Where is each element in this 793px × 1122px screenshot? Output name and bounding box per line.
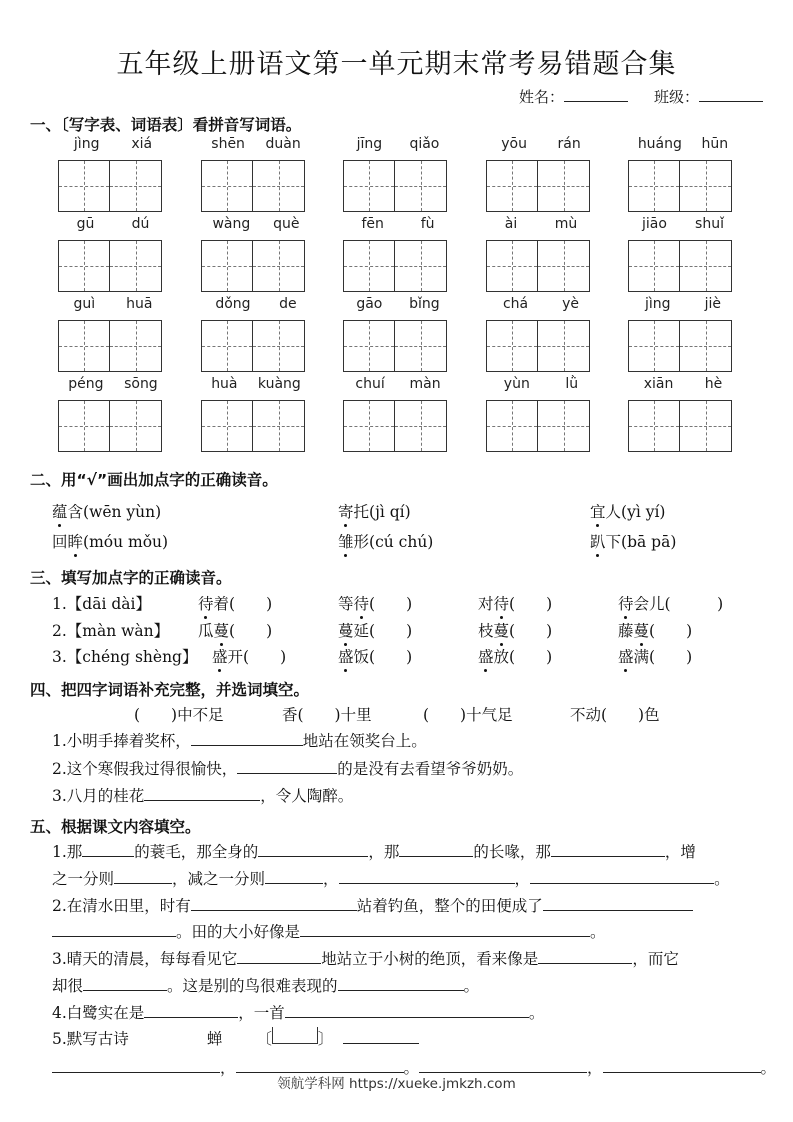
fill-blank[interactable] — [530, 867, 714, 884]
tianzige-box[interactable] — [395, 160, 447, 212]
section-1-heading: 一、〔写字表、词语表〕看拼音写词语。 — [30, 116, 302, 134]
tianzige-box[interactable] — [110, 160, 162, 212]
pinyin-label: jīng qiǎo — [356, 136, 440, 152]
tianzige-box[interactable] — [253, 320, 305, 372]
idiom-option[interactable]: 不动( )色 — [570, 706, 660, 724]
tianzige-box[interactable] — [58, 400, 110, 452]
pinyin-option-label: 1.【dāi dài】 — [52, 595, 151, 613]
s5-line-6: 却很 。这是别的鸟很难表现的 。 — [52, 974, 479, 996]
tianzige-box[interactable] — [538, 160, 590, 212]
dotted-char: 盛 — [212, 645, 228, 667]
dotted-char: 雏 — [338, 530, 354, 552]
pinyin-group — [58, 376, 168, 456]
tianzige-box[interactable] — [486, 160, 538, 212]
tianzige-box[interactable] — [628, 240, 680, 292]
tianzige-box[interactable] — [538, 240, 590, 292]
dotted-char: 待 — [198, 592, 214, 614]
pinyin-label: guì huā — [73, 296, 153, 312]
s4-line-2: 2.这个寒假我过得很愉快， 的是没有去看望爷爷奶奶。 — [52, 757, 523, 779]
tianzige-box[interactable] — [343, 240, 395, 292]
fill-reading-item[interactable]: 盛开( ) — [212, 645, 286, 667]
pinyin-label: jìng xiá — [73, 136, 153, 152]
pinyin-label: yùn lǜ — [503, 376, 579, 392]
fill-blank[interactable] — [237, 947, 321, 964]
pinyin-label: fēn fù — [361, 216, 435, 232]
s4-line-1: 1.小明手捧着奖杯， 地站在领奖台上。 — [52, 729, 427, 751]
fill-blank[interactable] — [543, 894, 693, 911]
fill-blank[interactable] — [144, 784, 260, 801]
fill-blank[interactable] — [300, 920, 590, 937]
pinyin-group — [201, 136, 311, 216]
tianzige-box[interactable] — [680, 240, 732, 292]
tianzige-box[interactable] — [628, 160, 680, 212]
student-info — [519, 86, 763, 107]
dotted-char: 盛 — [618, 645, 634, 667]
fill-blank[interactable] — [338, 974, 464, 991]
dynasty-blank[interactable] — [272, 1027, 318, 1044]
page-title: 五年级上册语文第一单元期末常考易错题合集 — [116, 49, 677, 80]
name-blank[interactable] — [564, 87, 628, 102]
tianzige-box[interactable] — [395, 320, 447, 372]
poem-title: 蝉 — [206, 1030, 223, 1048]
section-3-heading: 三、填写加点字的正确读音。 — [30, 569, 232, 587]
idiom-option[interactable]: ( )十气足 — [423, 706, 513, 724]
dotted-char: 蔓 — [634, 619, 650, 641]
pinyin-label: péng sōng — [68, 376, 158, 392]
tianzige-box[interactable] — [253, 400, 305, 452]
tianzige-box[interactable] — [110, 400, 162, 452]
fill-blank[interactable] — [191, 729, 303, 746]
dotted-char: 盛 — [338, 645, 354, 667]
s5-line-5: 3.晴天的清晨，每每看见它 地站立于小树的绝顶，看来像是 ，而它 — [52, 947, 679, 969]
tianzige-box[interactable] — [628, 400, 680, 452]
pinyin-group — [343, 296, 453, 376]
reading-choice-item[interactable]: 雏形(cú chú) — [338, 530, 433, 552]
fill-blank[interactable] — [265, 867, 323, 884]
section-5-heading: 五、根据课文内容填空。 — [30, 818, 201, 836]
tianzige-box[interactable] — [395, 400, 447, 452]
dotted-char: 待 — [618, 592, 634, 614]
pinyin-label: huáng hūn — [637, 136, 729, 152]
reading-choice-item[interactable]: 趴下(bā pā) — [590, 530, 676, 552]
pinyin-group — [486, 296, 596, 376]
dotted-char: 蕴 — [52, 500, 68, 522]
s4-line-3: 3.八月的桂花 ，令人陶醉。 — [52, 784, 353, 806]
fill-reading-item[interactable]: 瓜蔓( ) — [198, 619, 272, 641]
fill-blank[interactable] — [399, 840, 473, 857]
s5-line-9: ， 。 ， 。 — [52, 1056, 776, 1078]
pinyin-label: jiāo shuǐ — [642, 216, 724, 232]
tianzige-box[interactable] — [253, 160, 305, 212]
pinyin-group — [343, 216, 453, 296]
fill-reading-item[interactable]: 蔓延( ) — [338, 619, 412, 641]
idiom-option[interactable]: ( )中不足 — [134, 706, 224, 724]
fill-reading-item[interactable]: 藤蔓( ) — [618, 619, 692, 641]
fill-blank[interactable] — [419, 1056, 587, 1073]
fill-reading-item[interactable]: 盛饭( ) — [338, 645, 412, 667]
pinyin-option-label: 2.【màn wàn】 — [52, 622, 170, 640]
fill-blank[interactable] — [236, 1056, 404, 1073]
s5-line-1: 1.那 的蓑毛，那全身的 ，那 的长喙，那 ，增 — [52, 840, 696, 862]
tianzige-box[interactable] — [486, 240, 538, 292]
reading-choice-item[interactable]: 宜人(yì yí) — [590, 500, 665, 522]
fill-blank[interactable] — [82, 840, 134, 857]
pinyin-label: dǒng de — [215, 296, 297, 312]
tianzige-box[interactable] — [201, 320, 253, 372]
class-label: 班级： — [653, 88, 699, 106]
fill-blank[interactable] — [285, 1001, 529, 1018]
s5-line-7: 4.白鹭实在是 ，一首 。 — [52, 1001, 544, 1023]
footer-watermark: 领航学科网 https://xueke.jmkzh.com — [277, 1076, 516, 1092]
dotted-char: 蔓 — [214, 619, 230, 641]
fill-blank[interactable] — [191, 894, 357, 911]
dotted-char: 眸 — [68, 530, 84, 552]
author-blank[interactable] — [343, 1027, 419, 1044]
pinyin-group — [628, 136, 738, 216]
dotted-char: 趴 — [590, 530, 606, 552]
tianzige-box[interactable] — [538, 400, 590, 452]
fill-reading-item[interactable]: 盛满( ) — [618, 645, 692, 667]
pinyin-group — [628, 376, 738, 456]
pinyin-label: yōu rán — [501, 136, 581, 152]
fill-reading-item[interactable]: 盛放( ) — [478, 645, 552, 667]
fill-reading-item[interactable]: 对待( ) — [478, 592, 552, 614]
tianzige-box[interactable] — [201, 240, 253, 292]
dotted-char: 蔓 — [338, 619, 354, 641]
fill-reading-item[interactable]: 待着( ) — [198, 592, 272, 614]
fill-reading-item[interactable]: 等待( ) — [338, 592, 412, 614]
pinyin-label: chá yè — [502, 296, 580, 312]
pinyin-option-label: 3.【chéng shèng】 — [52, 648, 198, 666]
reading-choice-item[interactable]: 蕴含(wēn yùn) — [52, 500, 161, 522]
tianzige-box[interactable] — [680, 320, 732, 372]
pinyin-group — [201, 296, 311, 376]
tianzige-box[interactable] — [395, 240, 447, 292]
fill-blank[interactable] — [114, 867, 172, 884]
tianzige-box[interactable] — [486, 400, 538, 452]
fill-blank[interactable] — [258, 840, 368, 857]
pinyin-label: xiān hè — [643, 376, 723, 392]
pinyin-label: wàng què — [212, 216, 300, 232]
pinyin-label: chuí màn — [355, 376, 441, 392]
pinyin-group — [201, 376, 311, 456]
tianzige-box[interactable] — [486, 320, 538, 372]
pinyin-group — [628, 216, 738, 296]
fill-blank[interactable] — [83, 974, 167, 991]
idiom-option[interactable]: 香( )十里 — [282, 706, 372, 724]
fill-blank[interactable] — [551, 840, 665, 857]
tianzige-box[interactable] — [110, 320, 162, 372]
fill-blank[interactable] — [144, 1001, 238, 1018]
dotted-char: 待 — [354, 592, 370, 614]
dotted-char: 寄 — [338, 500, 354, 522]
tianzige-box[interactable] — [343, 320, 395, 372]
s5-line-3: 2.在清水田里，时有 站着钓鱼，整个的田便成了 — [52, 894, 693, 916]
reading-choice-item[interactable]: 回眸(móu mǒu) — [52, 530, 168, 552]
fill-reading-item[interactable]: 待会儿( ) — [618, 592, 723, 614]
pinyin-group — [486, 216, 596, 296]
pinyin-label: ài mù — [504, 216, 578, 232]
dotted-char: 宜 — [590, 500, 606, 522]
fill-blank[interactable] — [538, 947, 632, 964]
pinyin-label: gāo bǐng — [356, 296, 440, 312]
fill-blank[interactable] — [603, 1056, 761, 1073]
fill-reading-item[interactable]: 枝蔓( ) — [478, 619, 552, 641]
pinyin-group — [628, 296, 738, 376]
fill-blank[interactable] — [52, 920, 176, 937]
tianzige-box[interactable] — [201, 400, 253, 452]
pinyin-label: huà kuàng — [211, 376, 301, 392]
pinyin-group — [201, 216, 311, 296]
name-label: 姓名： — [518, 88, 564, 106]
pinyin-group — [58, 136, 168, 216]
tianzige-box[interactable] — [110, 240, 162, 292]
pinyin-label: jìng jiè — [645, 296, 721, 312]
tianzige-box[interactable] — [58, 240, 110, 292]
class-blank[interactable] — [699, 87, 763, 102]
dotted-char: 蔓 — [494, 619, 510, 641]
tianzige-box[interactable] — [343, 160, 395, 212]
pinyin-group — [486, 136, 596, 216]
s5-line-2: 之一分则 ，减之一分则 ， ， 。 — [52, 867, 730, 889]
tianzige-box[interactable] — [628, 320, 680, 372]
tianzige-box[interactable] — [538, 320, 590, 372]
fill-blank[interactable] — [237, 757, 337, 774]
tianzige-box[interactable] — [343, 400, 395, 452]
tianzige-box[interactable] — [253, 240, 305, 292]
pinyin-group — [486, 376, 596, 456]
pinyin-label: gū dú — [76, 216, 150, 232]
dotted-char: 待 — [494, 592, 510, 614]
pinyin-group — [58, 296, 168, 376]
tianzige-box[interactable] — [58, 160, 110, 212]
tianzige-box[interactable] — [680, 160, 732, 212]
pinyin-label: shēn duàn — [211, 136, 301, 152]
s5-line-8: 5.默写古诗 蝉 〔 〕 — [52, 1027, 419, 1049]
tianzige-box[interactable] — [201, 160, 253, 212]
s5-line-4: 。田的大小好像是 。 — [52, 920, 606, 942]
dotted-char: 盛 — [478, 645, 494, 667]
pinyin-group — [58, 216, 168, 296]
pinyin-grid — [30, 136, 770, 460]
section-4-heading: 四、把四字词语补充完整，并选词填空。 — [30, 681, 310, 699]
fill-blank[interactable] — [52, 1056, 220, 1073]
pinyin-group — [343, 136, 453, 216]
section-2-heading: 二、用“√”画出加点字的正确读音。 — [30, 471, 278, 489]
fill-blank[interactable] — [339, 867, 515, 884]
reading-choice-item[interactable]: 寄托(jì qí) — [338, 500, 411, 522]
tianzige-box[interactable] — [58, 320, 110, 372]
tianzige-box[interactable] — [680, 400, 732, 452]
pinyin-group — [343, 376, 453, 456]
